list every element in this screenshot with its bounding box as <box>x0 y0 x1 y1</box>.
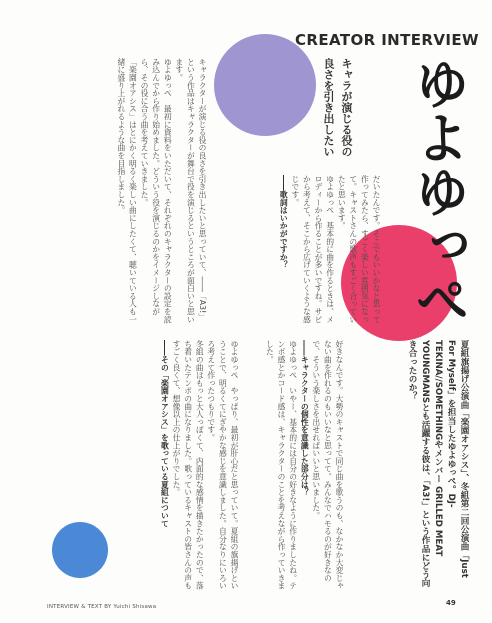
interview-question: ――その「楽園オアシス」を歌っている夏組について <box>160 340 170 528</box>
kicker-line-1: キャラが演じる役の <box>340 58 353 157</box>
interview-answer: 好きなんです。大勢のキャストで同じ曲を歌うのも、なかなか大変じゃない曲を作れるのもいいなと思ってて。みんなでハモるのが好きなので、そういう楽しさを出せればいいと思いました。 <box>311 340 344 590</box>
interview-question: ――歌詞はいかがですか？ <box>279 175 289 269</box>
interview-question: ――キャラクターの個性を意識した部分は？ <box>300 340 310 496</box>
article-column-2 <box>60 340 240 595</box>
article-column-4 <box>60 58 208 328</box>
artist-name-title: ゆよゆっぺ <box>407 56 470 326</box>
interview-answer: ゆよゆっぺ やっぱり、最初が肝心だと思っていて。夏組の旗揚げということで、明るくてにぎやかな感じを意識しました。自分なりにいろいろ考えて作ったつもりです。 <box>206 340 239 590</box>
article-column-1 <box>250 340 345 595</box>
section-header: CREATOR INTERVIEW <box>295 31 479 49</box>
credit-line: INTERVIEW & TEXT BY Yuichi Shisawa <box>47 604 157 610</box>
interview-answer: ゆよゆっぺ 基本的に曲を作るときは、メロディーから作ることが多いですね。サビから考えて、そこから広げていくような感じです。 <box>290 175 335 324</box>
interview-answer: ゆよゆっぺ いやー、基本的には自分の好きなように作りましたね。テンポ感とかコード感は、キャラクターのことを考えながら作っていきました。 <box>265 340 298 590</box>
page-number: 49 <box>446 599 456 607</box>
lead-paragraph: 夏組旗揚げ公演曲「楽園オアシス」、冬組第二回公演曲「Just For Myself」を担当したゆよゆっぺ。DJ-TEKINA//SOMETHINGやメンバー GRILLED MEAT YOUNGMANSとも活躍する彼は、「A3!」という作品にどう向き合ったのか？ <box>407 340 469 588</box>
interview-answer: 「楽園オアシス」はとにかく明るく楽しい曲にしたくて、聴いている人も一緒に盛り上がれるような曲を目指しました。 <box>116 58 138 324</box>
interview-answer: キャラクターが演じる役の良さを引き出したいと思っていて、――「A3!」という作品はキャラクターが舞台で役を演じるというところが面白いと思います。 <box>174 58 207 324</box>
interview-answer: 冬組の曲はもっと大人っぽくて、内面的な感情を描きたかったので、落ち着いたテンポの曲になりました。歌っているキャストの皆さんの声もすごく良くて、想像以上の仕上がりでした。 <box>172 340 205 590</box>
interview-answer: ゆよゆっぺ 最初に資料をいただいて、それぞれのキャラクターの設定を読み込んでから作り始めました。どういう役を演じるのかをイメージしながら、その役に合う曲を考えていきました。 <box>140 58 173 324</box>
decorative-purple-circle <box>214 34 316 136</box>
kicker-line-2: 良さを引き出したい <box>322 58 335 157</box>
interview-answer: だいたんです。そこでもいいかなと思って作ってみたら、すごく楽しい雰囲気になって。キャストさんの歌声もすごく合っていたと思います。 <box>337 175 381 324</box>
